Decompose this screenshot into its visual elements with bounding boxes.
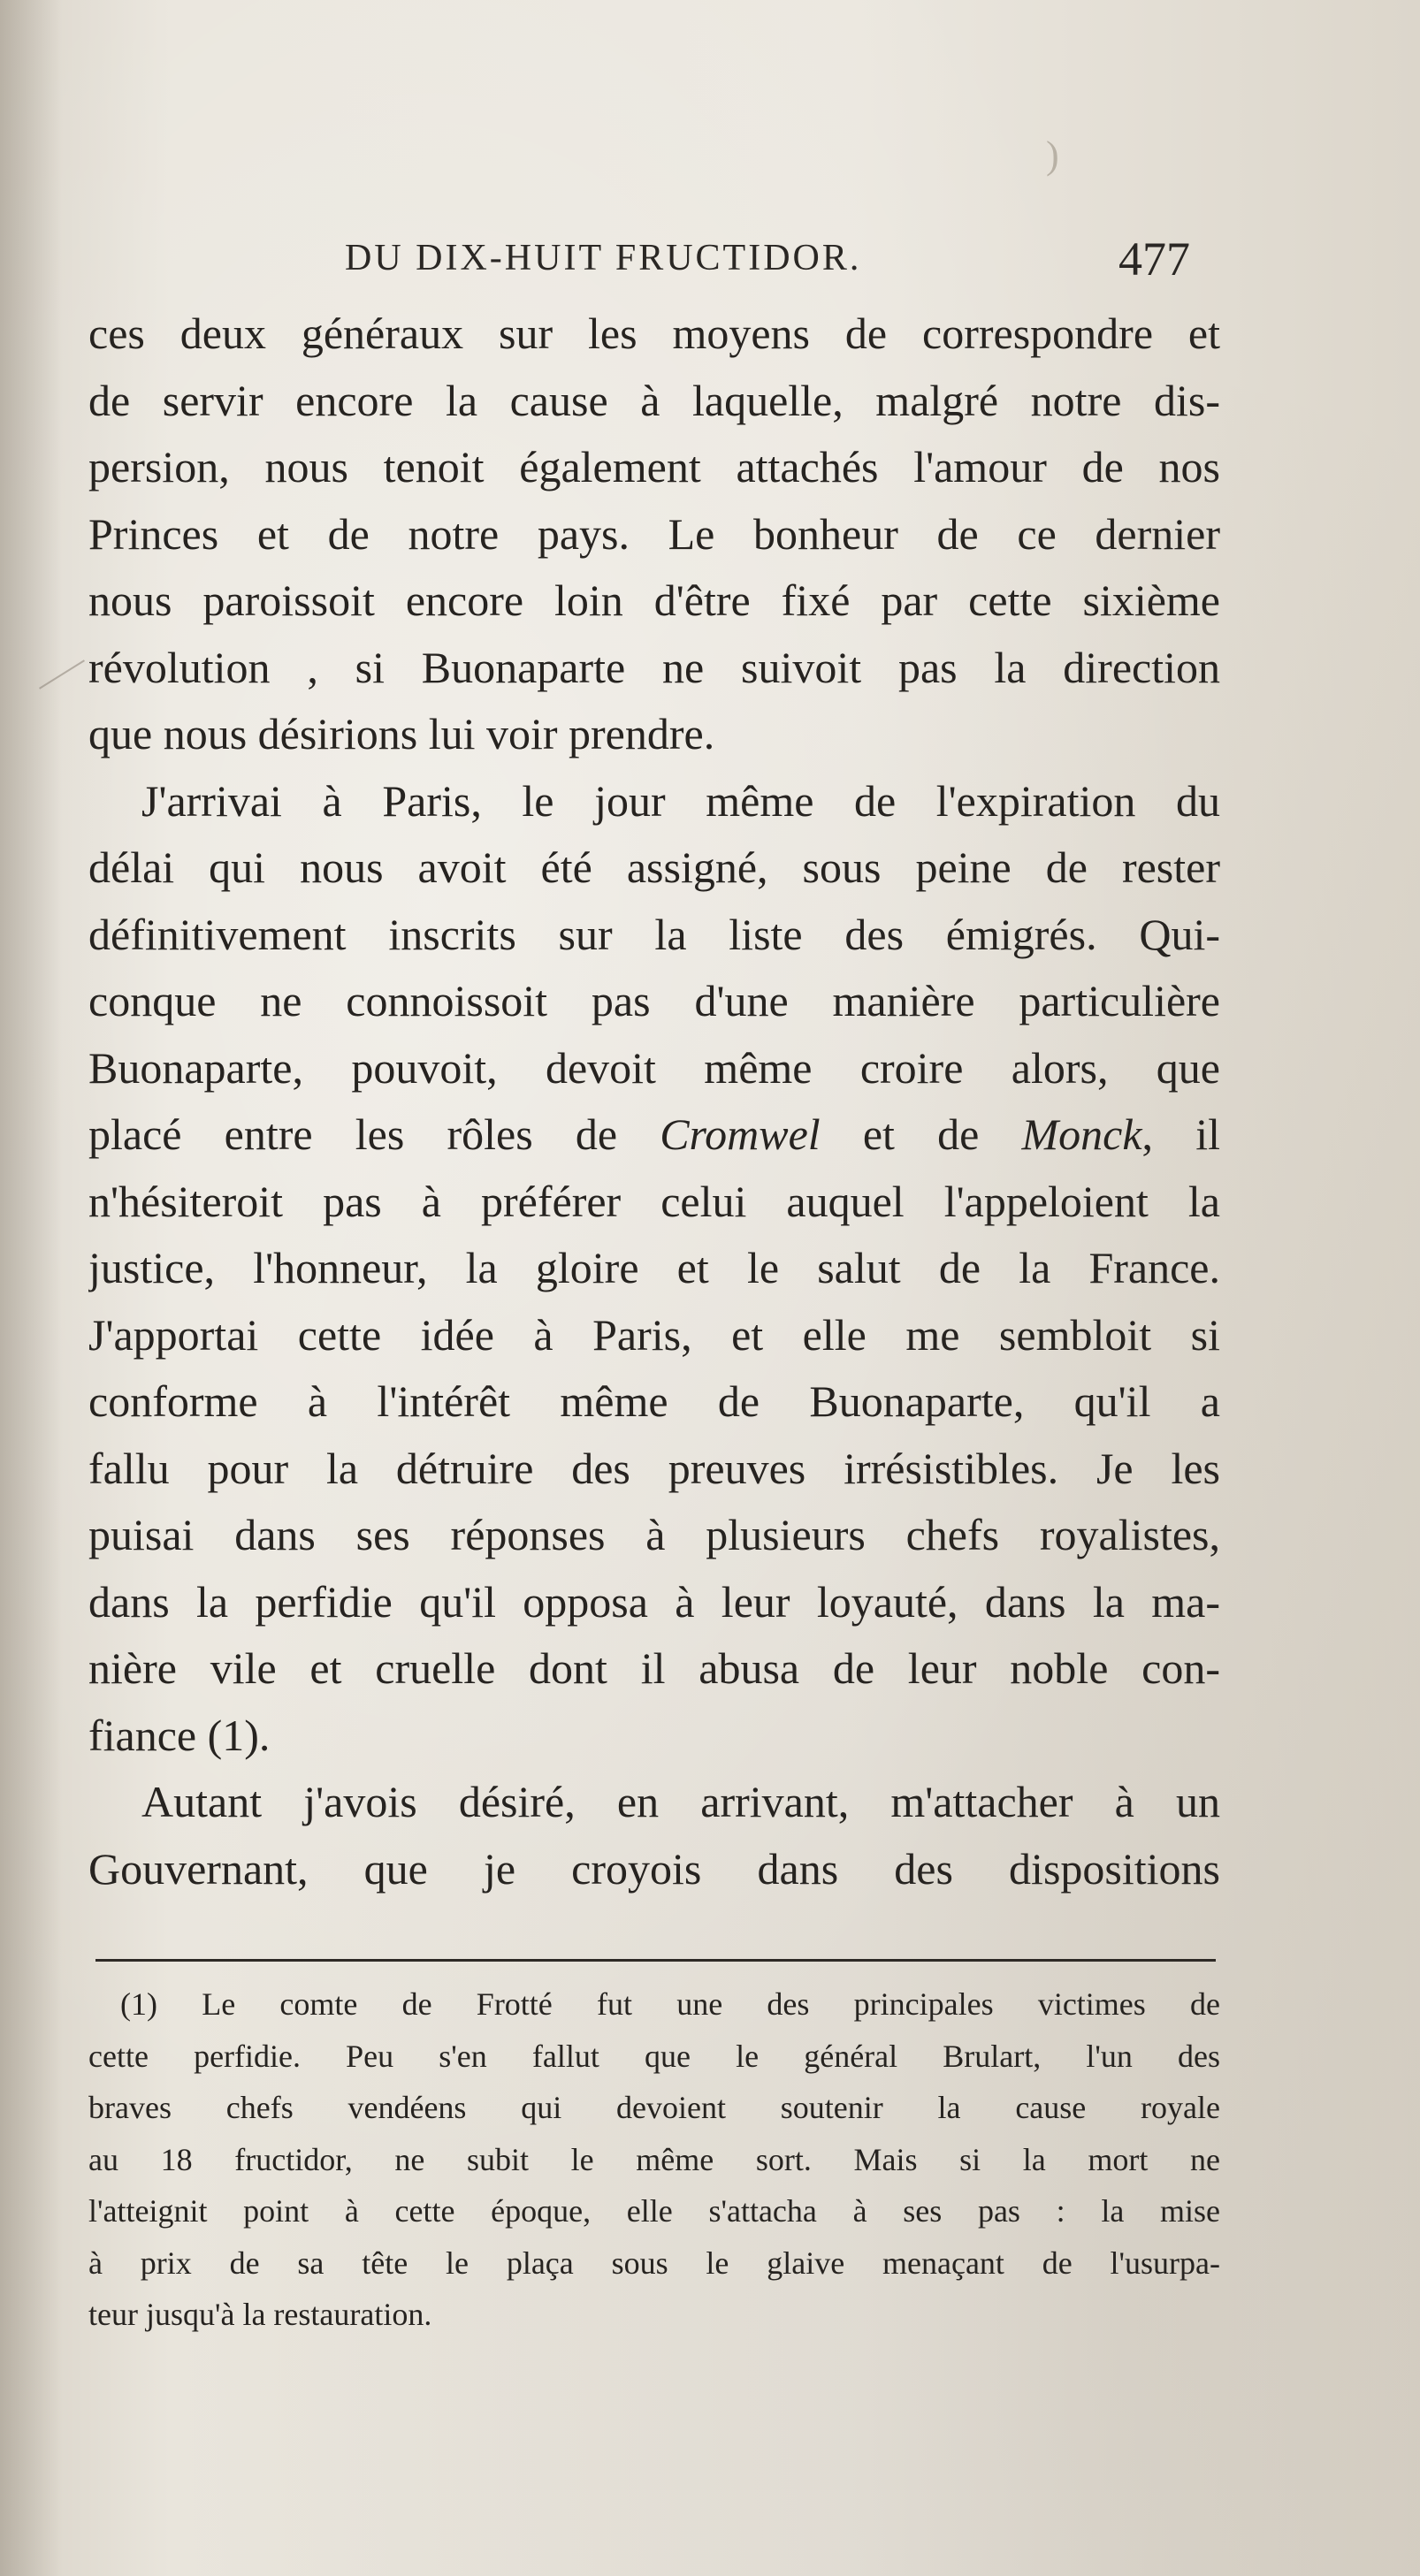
- body-line: n'hésiteroit pas à préférer celui auquel l'appeloient la: [88, 1176, 1220, 1226]
- body-line: Princes et de notre pays. Le bonheur de ce dernier: [88, 508, 1220, 559]
- body-text: [88, 301, 1220, 1902]
- footnote-line: l'atteignit point à cette époque, elle s'attacha à ses pas : la mise: [88, 2193, 1220, 2229]
- body-line: nous paroissoit encore loin d'être fixé par cette sixième: [88, 575, 1220, 625]
- footnote-line: teur jusqu'à la restauration.: [88, 2297, 432, 2332]
- footnote-divider: [95, 1959, 1216, 1962]
- page-number: 477: [1118, 232, 1190, 286]
- footnote-line: (1) Le comte de Frotté fut une des principales victimes de: [120, 1986, 1220, 2022]
- running-title: DU DIX-HUIT FRUCTIDOR.: [345, 238, 862, 278]
- body-line: que nous désirions lui voir prendre.: [88, 709, 715, 758]
- body-line: délai qui nous avoit été assigné, sous peine de rester: [88, 842, 1220, 892]
- body-line: Buonaparte, pouvoit, devoit même croire alors, que: [88, 1042, 1220, 1093]
- footnote-line: au 18 fructidor, ne subit le même sort. Mais si la mort ne: [88, 2141, 1220, 2177]
- body-line: fiance (1).: [88, 1710, 271, 1760]
- body-line: ces deux généraux sur les moyens de correspondre et: [88, 309, 1220, 358]
- body-line: J'apportai cette idée à Paris, et elle me sembloit si: [88, 1309, 1220, 1360]
- body-line: révolution , si Buonaparte ne suivoit pas la direction: [88, 642, 1220, 692]
- body-line: Gouvernant, que je croyois dans des dispositions: [88, 1843, 1220, 1894]
- body-line: persion, nous tenoit également attachés l'amour de nos: [88, 442, 1220, 492]
- paragraph-start-line: J'arrivai à Paris, le jour même de l'expiration du: [141, 775, 1220, 826]
- gutter-shadow: [0, 0, 62, 2576]
- body-line: définitivement inscrits sur la liste des émigrés. Qui-: [88, 909, 1220, 959]
- body-line: dans la perfidie qu'il opposa à leur loyauté, dans la ma-: [88, 1576, 1220, 1627]
- footnote-line: cette perfidie. Peu s'en fallut que le général Brulart, l'un des: [88, 2038, 1220, 2074]
- body-line: placé entre les rôles de Cromwel et de Monck, il: [88, 1109, 1220, 1159]
- footnote-line: braves chefs vendéens qui devoient soutenir la cause royale: [88, 2090, 1220, 2125]
- body-line: nière vile et cruelle dont il abusa de leur noble con-: [88, 1643, 1220, 1693]
- body-line: conforme à l'intérêt même de Buonaparte, qu'il a: [88, 1376, 1220, 1426]
- body-line: fallu pour la détruire des preuves irrésistibles. Je les: [88, 1443, 1220, 1493]
- paragraph-start-line: Autant j'avois désiré, en arrivant, m'attacher à un: [141, 1777, 1220, 1826]
- footnote-line: à prix de sa tête le plaça sous le glaive menaçant de l'usurpa-: [88, 2244, 1220, 2281]
- body-line: de servir encore la cause à laquelle, malgré notre dis-: [88, 375, 1220, 425]
- body-line: conque ne connoissoit pas d'une manière particulière: [88, 976, 1220, 1025]
- footnote: [88, 1978, 1220, 2341]
- body-line: justice, l'honneur, la gloire et le salut de la France.: [88, 1243, 1220, 1292]
- body-line: puisai dans ses réponses à plusieurs chefs royalistes,: [88, 1510, 1220, 1559]
- margin-ink-mark: ): [1046, 133, 1059, 177]
